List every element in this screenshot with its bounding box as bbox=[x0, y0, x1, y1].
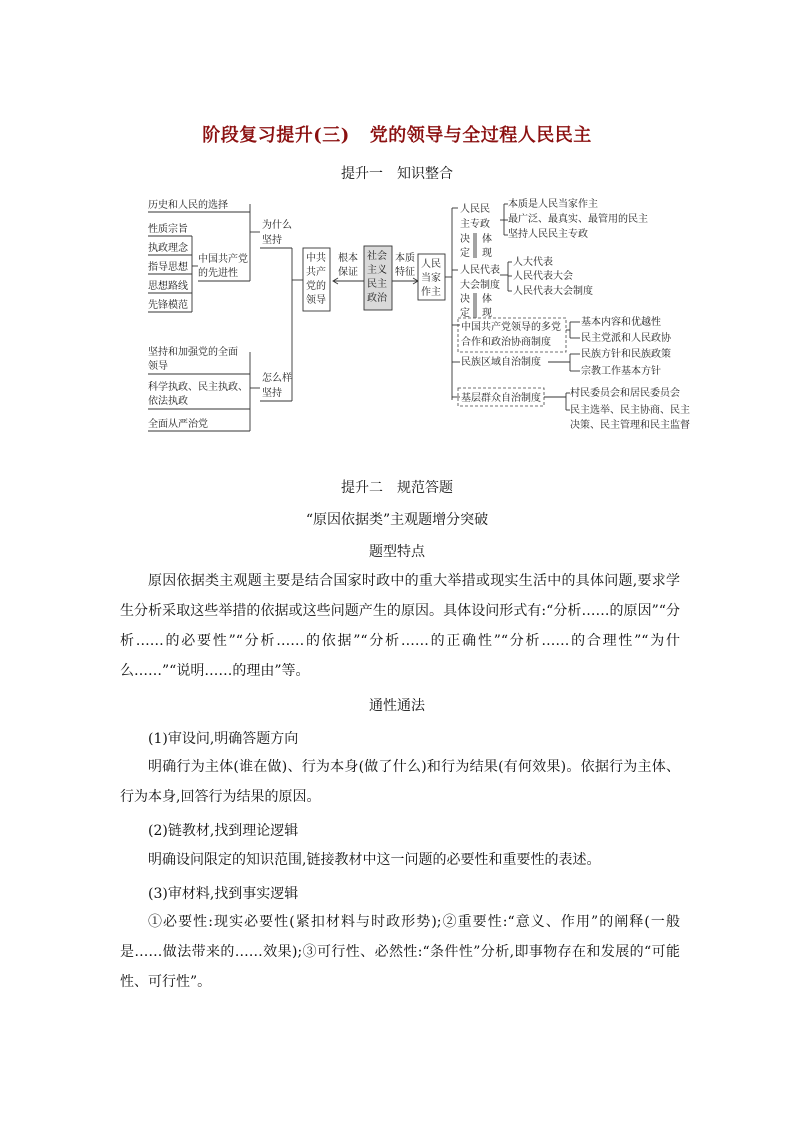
section-heading-2 bbox=[0, 477, 794, 497]
node-grassroots: 基层群众自治制度 bbox=[461, 393, 541, 404]
cpc-box-line2: 共产 bbox=[306, 267, 326, 278]
multiparty-item-2: 民主党派和人民政协 bbox=[581, 333, 671, 344]
people-box-line3: 作主 bbox=[421, 287, 441, 298]
dict-item-2: 最广泛、最真实、最管用的民主 bbox=[508, 214, 648, 225]
node-how-line2: 坚持 bbox=[262, 388, 282, 399]
node-dictatorship-1: 人民民 bbox=[460, 204, 490, 215]
socialist-box-line1: 社会 bbox=[367, 251, 387, 262]
node-governance-line1: 科学执政、民主执政、 bbox=[148, 382, 248, 393]
type-heading: 题型特点 bbox=[369, 544, 425, 560]
subtitle: “原因依据类”主观题增分突破 bbox=[305, 512, 489, 528]
congress-item-2: 人民代表大会 bbox=[513, 271, 573, 282]
node-nature: 性质宗旨 bbox=[148, 224, 188, 235]
step-2-paragraph: 明确设问限定的知识范围,链接教材中这一问题的必要性和重要性的表述。 bbox=[148, 852, 601, 868]
step-1-paragraph: 明确行为主体(谁在做)、行为本身(做了什么)和行为结果(有何效果)。依据行为主体、行为本身,回答行为结果的原因。 bbox=[120, 759, 680, 805]
node-thought-line: 思想路线 bbox=[148, 281, 188, 292]
node-leadership-line2: 领导 bbox=[148, 361, 168, 372]
node-dictatorship-2: 主专政 bbox=[460, 219, 490, 230]
step-1-heading: (1)审设问,明确答题方向 bbox=[148, 731, 299, 747]
node-ethnic: 民族区域自治制度 bbox=[461, 357, 541, 368]
socialist-box-line4: 政治 bbox=[367, 293, 387, 304]
label-essence-2: 特征 bbox=[395, 267, 415, 278]
node-embody1-1: 体 bbox=[482, 234, 492, 245]
grassroots-item-2: 民主选举、民主协商、民主 bbox=[570, 405, 690, 416]
label-fundamental-1: 根本 bbox=[338, 253, 358, 264]
node-pioneer: 先锋模范 bbox=[148, 300, 188, 311]
step-2-heading: (2)链教材,找到理论逻辑 bbox=[148, 823, 299, 839]
congress-item-1: 人大代表 bbox=[513, 257, 553, 268]
socialist-box-line3: 民主 bbox=[367, 279, 387, 290]
node-guiding-thought: 指导思想 bbox=[148, 262, 188, 273]
node-congress-2: 大会制度 bbox=[460, 280, 500, 291]
node-strict: 全面从严治党 bbox=[148, 419, 208, 430]
node-history-choice: 历史和人民的选择 bbox=[148, 200, 228, 211]
page-title-part1: 阶段复习提升(三) bbox=[202, 125, 350, 146]
socialist-box-line2: 主义 bbox=[367, 265, 387, 276]
node-embody2-1: 体 bbox=[482, 294, 492, 305]
node-why-line2: 坚持 bbox=[262, 235, 282, 246]
node-multiparty-1: 中国共产党领导的多党 bbox=[461, 322, 561, 333]
type-paragraph: 原因依据类主观题主要是结合国家时政中的重大举措或现实生活中的具体问题,要求学生分析采取这些举措的依据或这些问题产生的原因。具体设问形式有:“分析……的原因”“分析……的必要性”“分析……的依据”“分析……的正确性”“分析……的合理性”“为什么……”“说明……的理由”等。 bbox=[120, 573, 680, 679]
node-why-line1: 为什么 bbox=[262, 220, 292, 231]
section2-part2: 规范答题 bbox=[397, 480, 453, 496]
grassroots-item-3: 决策、民主管理和民主监督 bbox=[570, 420, 690, 431]
label-fundamental-2: 保证 bbox=[338, 267, 358, 278]
dict-item-1: 本质是人民当家作主 bbox=[508, 199, 598, 210]
node-decide1-1: 决 bbox=[460, 234, 470, 245]
node-advanced-line2: 的先进性 bbox=[198, 268, 238, 279]
node-decide2-2: 定 bbox=[460, 308, 470, 319]
dict-item-3: 坚持人民民主专政 bbox=[508, 229, 588, 240]
node-leadership-line1: 坚持和加强党的全面 bbox=[148, 347, 238, 358]
node-governance-line2: 依法执政 bbox=[148, 396, 188, 407]
congress-item-3: 人民代表大会制度 bbox=[513, 286, 593, 297]
ethnic-item-1: 民族方针和民族政策 bbox=[581, 349, 671, 360]
node-decide1-2: 定 bbox=[460, 248, 470, 259]
node-advanced-line1: 中国共产党 bbox=[198, 254, 248, 265]
ethnic-item-2: 宗教工作基本方针 bbox=[581, 366, 661, 377]
node-multiparty-2: 合作和政治协商制度 bbox=[461, 337, 551, 348]
people-box-line1: 人民 bbox=[421, 259, 441, 270]
cpc-box-line3: 党的 bbox=[306, 281, 326, 292]
knowledge-diagram bbox=[0, 0, 794, 460]
node-how-line1: 怎么样 bbox=[262, 373, 292, 384]
node-congress-1: 人民代表 bbox=[460, 265, 500, 276]
cpc-box-line4: 领导 bbox=[306, 295, 326, 306]
grassroots-item-1: 村民委员会和居民委员会 bbox=[570, 388, 680, 399]
page-title-part2: 党的领导与全过程人民民主 bbox=[369, 125, 592, 146]
multiparty-item-1: 基本内容和优越性 bbox=[581, 317, 661, 328]
node-philosophy: 执政理念 bbox=[148, 243, 188, 254]
node-decide2-1: 决 bbox=[460, 294, 470, 305]
section1-part2: 知识整合 bbox=[397, 166, 453, 182]
node-embody1-2: 现 bbox=[482, 248, 492, 259]
section1-part1: 提升一 bbox=[341, 166, 383, 182]
cpc-box-line1: 中共 bbox=[306, 253, 326, 264]
method-heading: 通性通法 bbox=[369, 698, 425, 714]
step-3-heading: (3)审材料,找到事实逻辑 bbox=[148, 886, 299, 902]
label-essence-1: 本质 bbox=[395, 253, 415, 264]
section2-part1: 提升二 bbox=[341, 480, 383, 496]
node-embody2-2: 现 bbox=[482, 308, 492, 319]
people-box-line2: 当家 bbox=[421, 273, 441, 284]
step-3-paragraph: ①必要性:现实必要性(紧扣材料与时政形势);②重要性:“意义、作用”的阐释(一般是……做法带来的……效果);③可行性、必然性:“条件性”分析,即事物存在和发展的“可能性、可行性”。 bbox=[120, 914, 680, 990]
